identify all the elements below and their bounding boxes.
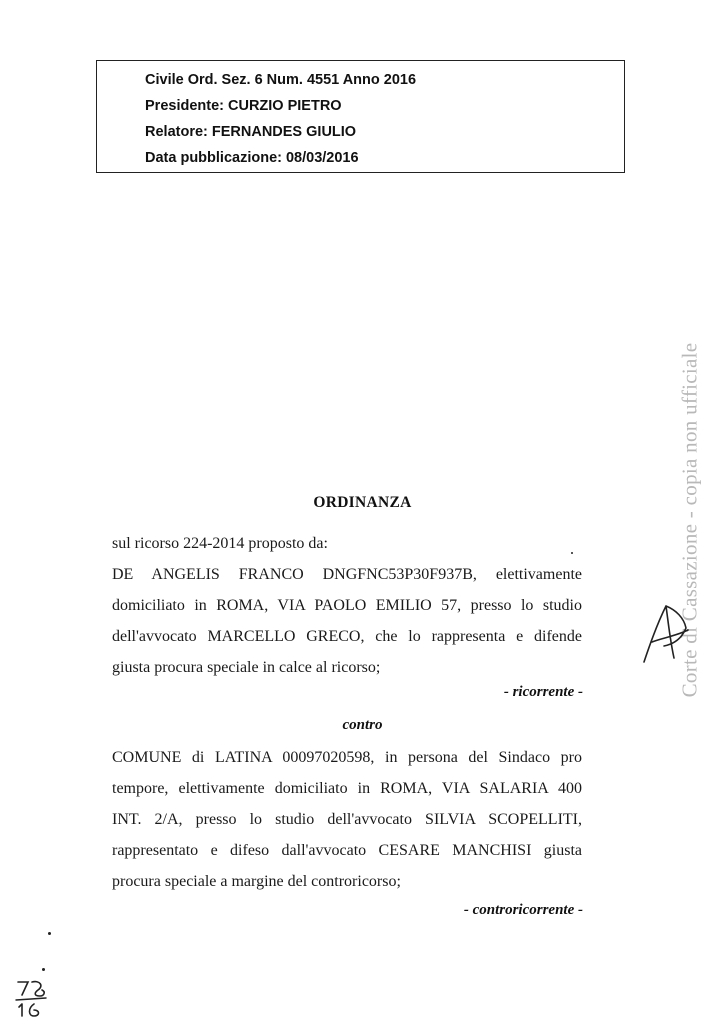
- margin-dot-1: [48, 932, 51, 935]
- respondent-line-3: INT. 2/A, presso lo studio dell'avvocato SILVIA SCOPELLITI,: [112, 811, 582, 828]
- role-controricorrente: - controricorrente -: [463, 902, 583, 918]
- header-president: Presidente: CURZIO PIETRO: [145, 98, 342, 114]
- appellant-line-last: giusta procura speciale in calce al ricorso;: [112, 659, 381, 676]
- document-title: ORDINANZA: [313, 494, 412, 511]
- respondent-line-last: procura speciale a margine del controricorso;: [112, 873, 401, 890]
- header-case-number: Civile Ord. Sez. 6 Num. 4551 Anno 2016: [145, 72, 417, 88]
- handwritten-note: [12, 978, 52, 1020]
- watermark: [670, 300, 710, 740]
- respondent-paragraph: [112, 742, 582, 897]
- appeal-intro-line: sul ricorso 224-2014 proposto da:: [112, 535, 328, 552]
- header-publication-date: Data pubblicazione: 08/03/2016: [145, 150, 359, 166]
- watermark-text: Corte di Cassazione - copia non ufficiale: [677, 342, 702, 698]
- appellant-paragraph: [112, 528, 582, 683]
- role-ricorrente: - ricorrente -: [503, 684, 583, 700]
- margin-dot-3: [571, 552, 573, 554]
- appellant-line-2: domiciliato in ROMA, VIA PAOLO EMILIO 57, presso lo studio: [112, 597, 582, 614]
- header-box: [96, 60, 625, 173]
- header-reporter: Relatore: FERNANDES GIULIO: [145, 124, 357, 140]
- appellant-line-3: dell'avvocato MARCELLO GRECO, che lo rappresenta e difende: [112, 628, 582, 645]
- appellant-line-1: DE ANGELIS FRANCO DNGFNC53P30F937B, elettivamente: [112, 566, 582, 583]
- respondent-line-4: rappresentato e difeso dall'avvocato CESARE MANCHISI giusta: [112, 842, 582, 859]
- contro-label: contro: [342, 717, 383, 733]
- margin-dot-2: [42, 968, 45, 971]
- respondent-line-2: tempore, elettivamente domiciliato in ROMA, VIA SALARIA 400: [112, 780, 582, 797]
- respondent-line-1: COMUNE di LATINA 00097020598, in persona del Sindaco pro: [112, 749, 582, 766]
- signature-mark: [636, 600, 692, 672]
